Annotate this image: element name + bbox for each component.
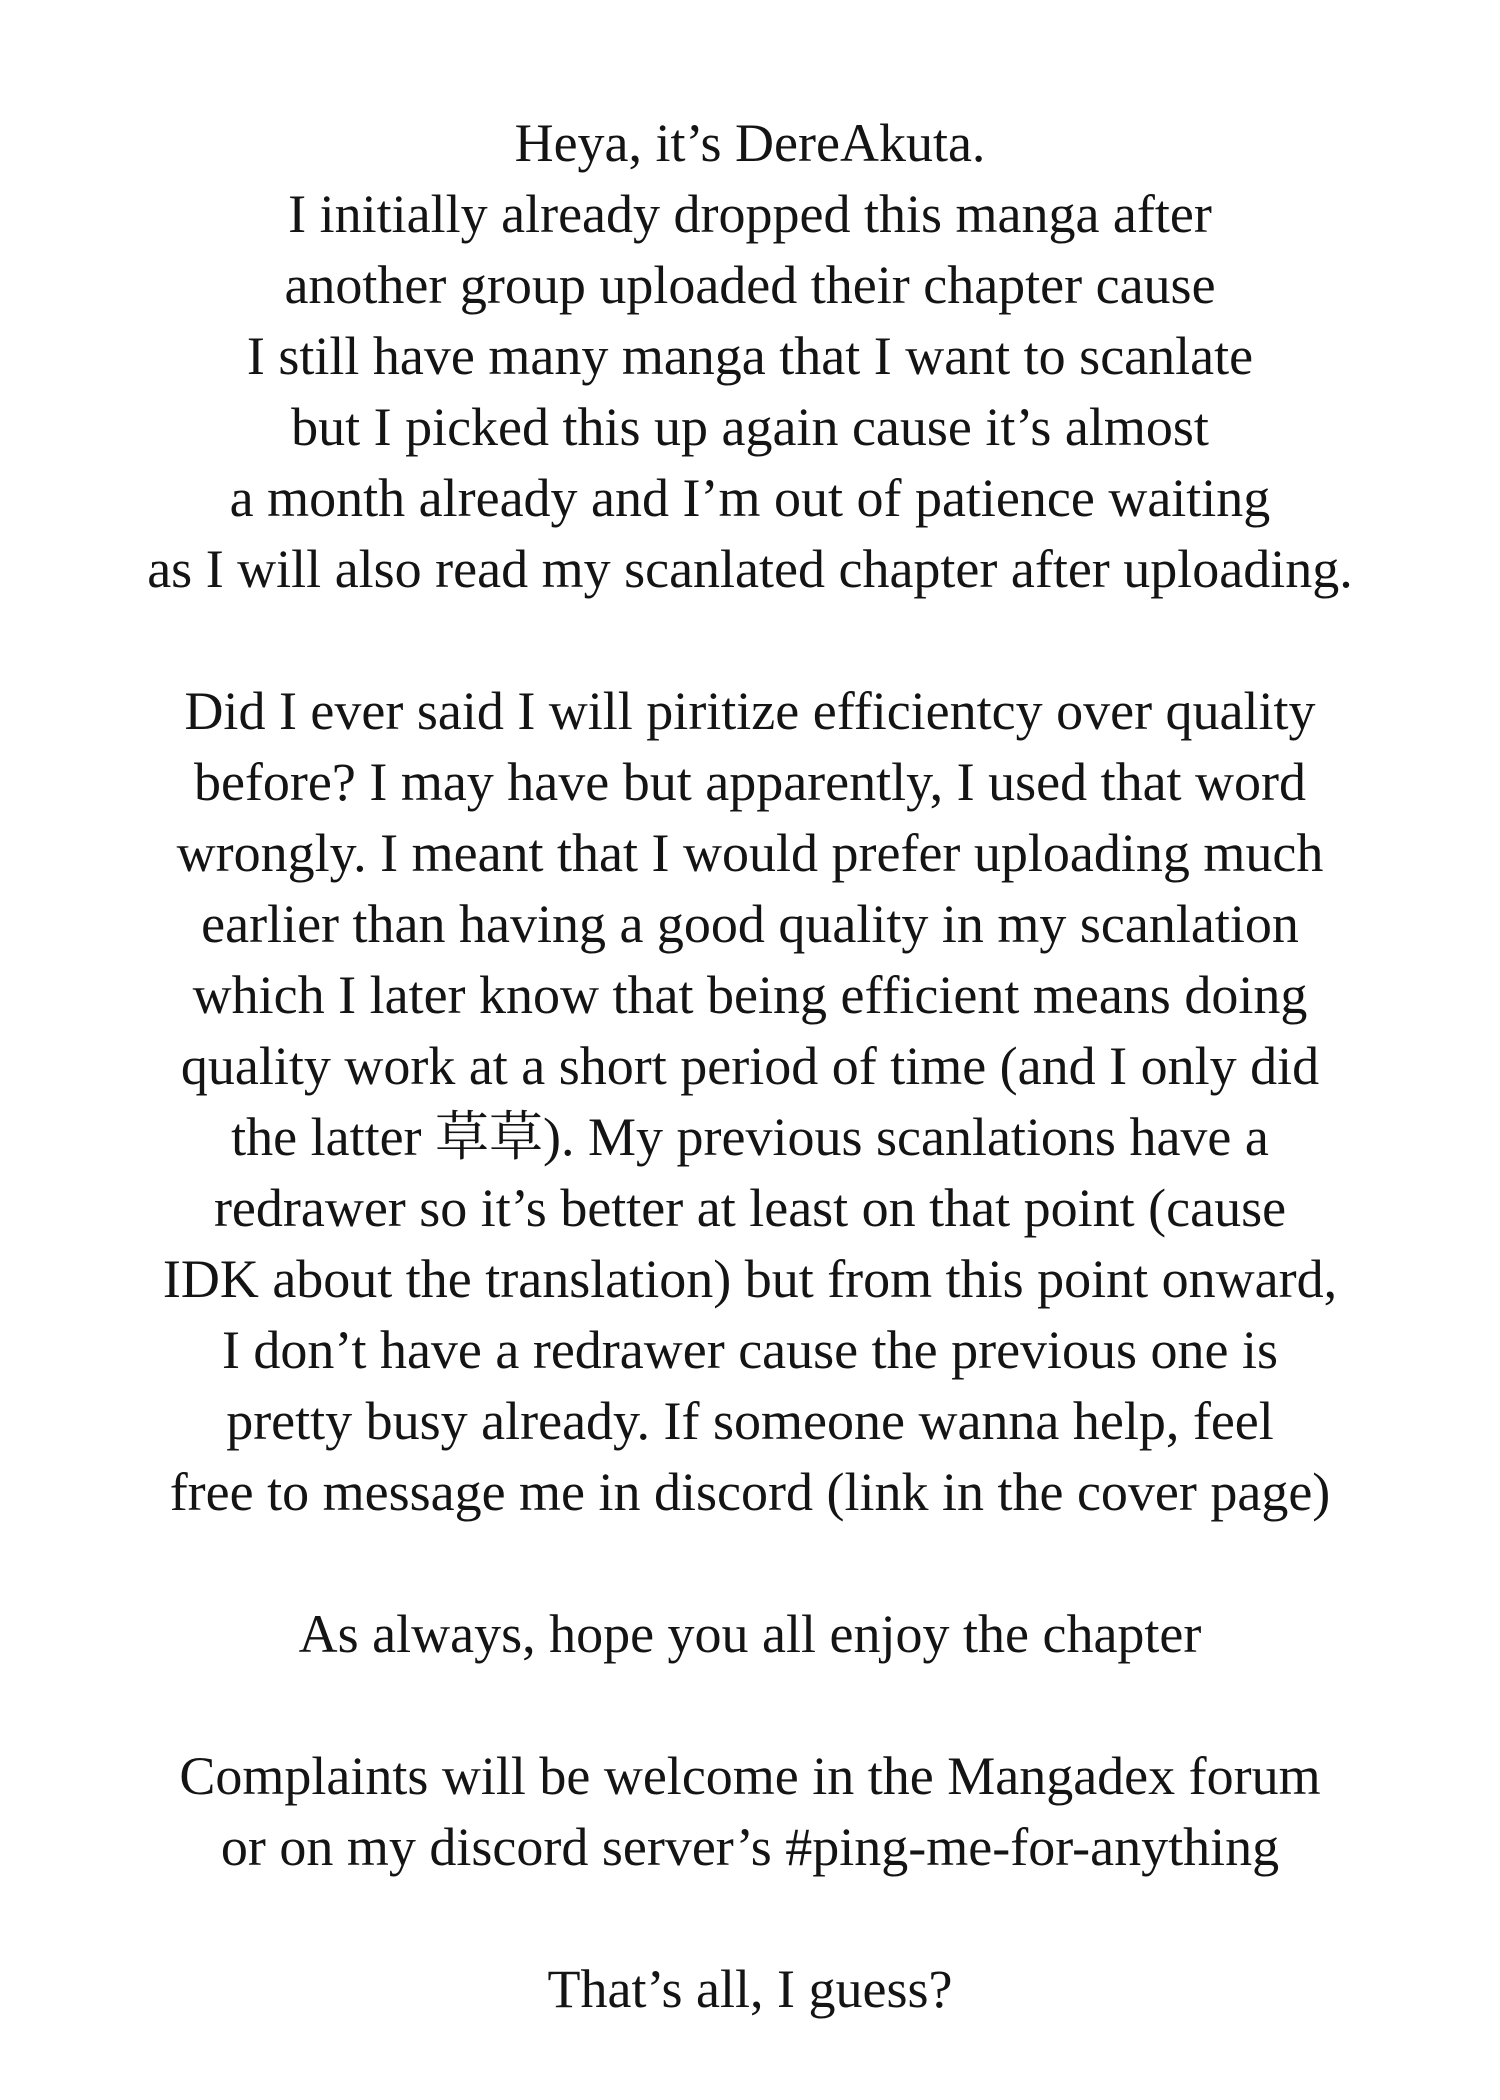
text-line: earlier than having a good quality in my scanlation <box>201 894 1299 954</box>
text-line: or on my discord server’s #ping-me-for-anything <box>220 1817 1280 1877</box>
paragraph-enjoy <box>0 1599 1500 1670</box>
paragraph-spacer <box>0 1528 1500 1599</box>
text-line: the latter 草草). My previous scanlations have a <box>231 1107 1269 1167</box>
paragraph-closing <box>0 1954 1500 2025</box>
paragraph-spacer <box>0 1670 1500 1741</box>
text-line: but I picked this up again cause it’s almost <box>291 397 1209 457</box>
text-line: As always, hope you all enjoy the chapter <box>298 1604 1202 1664</box>
text-line: before? I may have but apparently, I used that word <box>193 752 1307 812</box>
text-line: as I will also read my scanlated chapter after uploading. <box>147 539 1353 599</box>
text-line: Complaints will be welcome in the Mangadex forum <box>179 1746 1321 1806</box>
text-line: which I later know that being efficient means doing <box>192 965 1308 1025</box>
text-line: pretty busy already. If someone wanna help, feel <box>226 1391 1274 1451</box>
text-line: I initially already dropped this manga after <box>288 184 1212 244</box>
paragraph-intro <box>0 108 1500 605</box>
paragraph-spacer <box>0 1883 1500 1954</box>
text-line: I still have many manga that I want to scanlate <box>246 326 1254 386</box>
text-line: another group uploaded their chapter cause <box>284 255 1216 315</box>
text-line: That’s all, I guess? <box>547 1959 953 2019</box>
paragraph-spacer <box>0 605 1500 676</box>
paragraph-quality <box>0 676 1500 1528</box>
text-line: Heya, it’s DereAkuta. <box>514 113 986 173</box>
text-line: Did I ever said I will piritize efficientcy over quality <box>184 681 1316 741</box>
text-line: I don’t have a redrawer cause the previous one is <box>221 1320 1279 1380</box>
translator-note <box>0 108 1500 2025</box>
paragraph-complaints <box>0 1741 1500 1883</box>
text-line: quality work at a short period of time (and I only did <box>180 1036 1320 1096</box>
text-line: wrongly. I meant that I would prefer uploading much <box>176 823 1324 883</box>
text-line: IDK about the translation) but from this point onward, <box>162 1249 1338 1309</box>
text-line: free to message me in discord (link in the cover page) <box>169 1462 1331 1522</box>
text-line: redrawer so it’s better at least on that point (cause <box>213 1178 1287 1238</box>
text-line: a month already and I’m out of patience waiting <box>229 468 1271 528</box>
